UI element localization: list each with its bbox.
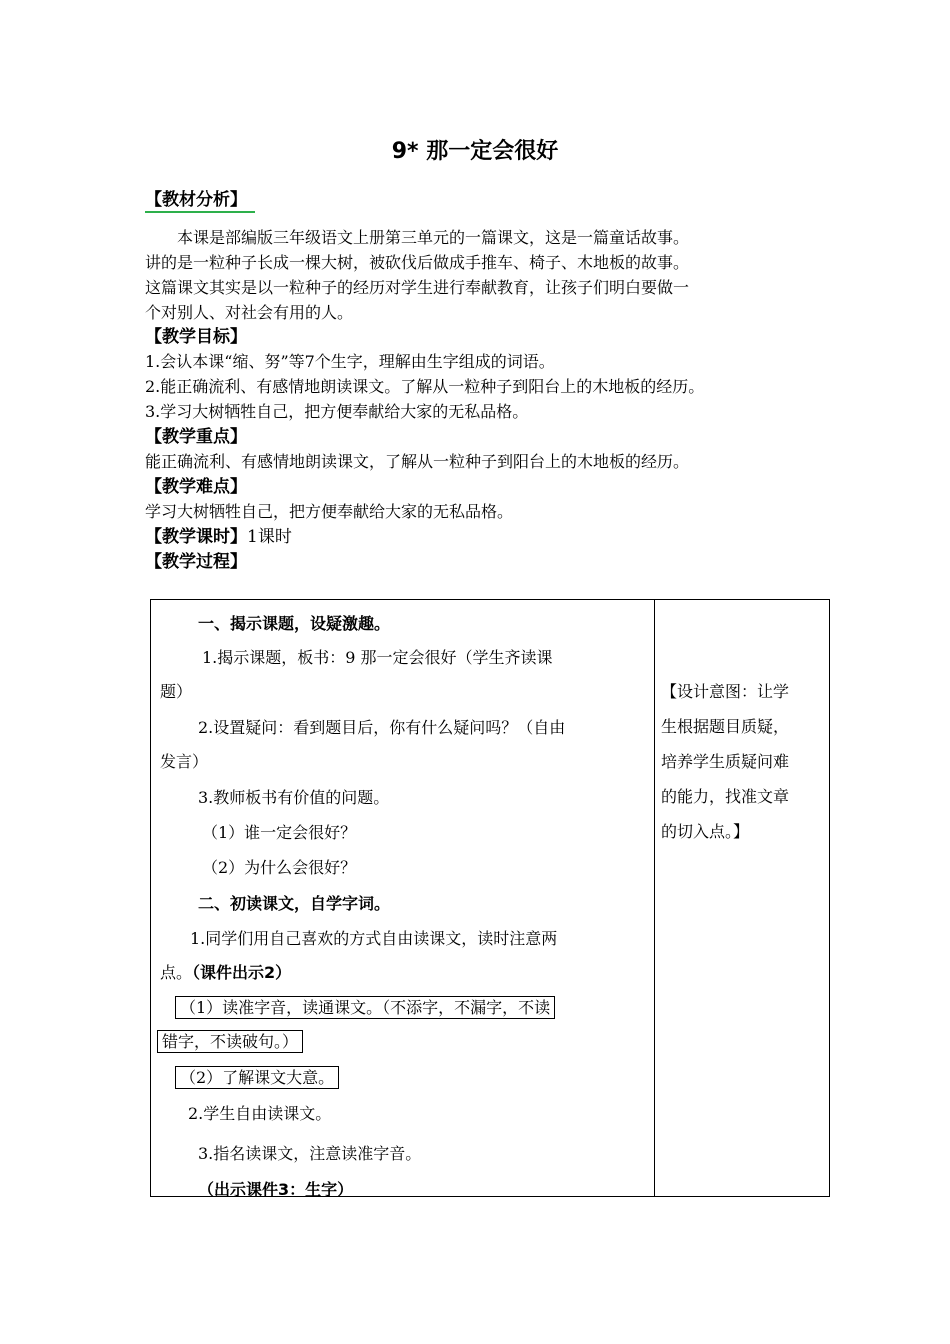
read2: 2.学生自由读课文。 [188, 1104, 332, 1123]
analysis-line-1: 本课是部编版三年级语文上册第三单元的一篇课文，这是一篇童话故事。 [177, 228, 690, 247]
read3: 3.指名读课文，注意读准字音。 [198, 1144, 422, 1163]
section1-title: 一、揭示课题，设疑激趣。 [198, 614, 391, 633]
step2-line1: 2.设置疑问：看到题目后，你有什么疑问吗？（自由 [198, 718, 566, 737]
section2-title: 二、初读课文，自学字词。 [198, 894, 391, 913]
step3: 3.教师板书有价值的问题。 [198, 788, 390, 807]
difficulties-text: 学习大树牺牲自己，把方便奉献给大家的无私品格。 [145, 502, 514, 521]
design-note-line-2: 生根据题目质疑， [661, 717, 790, 736]
key-points-text: 能正确流利、有感情地朗读课文，了解从一粒种子到阳台上的木地板的经历。 [145, 452, 690, 471]
question-1: （1）谁一定会很好？ [202, 823, 357, 842]
read1-line2-text: 点。 [160, 963, 193, 982]
table-divider [654, 600, 655, 1196]
hours-value: 1课时 [247, 527, 292, 547]
design-note-line-3: 培养学生质疑问难 [661, 752, 790, 771]
courseware-box-2-text: （2）了解课文大意。 [175, 1066, 339, 1089]
analysis-heading [145, 188, 255, 212]
design-note-line-4: 的能力，找准文章 [661, 787, 790, 806]
lesson-table [150, 599, 830, 1197]
question-2: （2）为什么会很好？ [202, 858, 357, 877]
courseware-box-1-text2: 错字，不读破句。） [157, 1030, 303, 1053]
step1-line2: 题） [160, 682, 193, 701]
courseware2-label: （课件出示2） [192, 963, 292, 982]
design-note-line-1: 【设计意图：让学 [661, 682, 790, 701]
goal-item-3: 3.学习大树牺牲自己，把方便奉献给大家的无私品格。 [145, 402, 529, 421]
key-points-heading: 【教学重点】 [145, 427, 247, 447]
goals-heading: 【教学目标】 [145, 327, 247, 347]
courseware-box-2 [175, 1066, 339, 1090]
hours-row [145, 525, 292, 549]
goal-item-2: 2.能正确流利、有感情地朗读课文。了解从一粒种子到阳台上的木地板的经历。 [145, 377, 705, 396]
page-title: 9* 那一定会很好 [391, 139, 559, 164]
design-note-line-5: 的切入点。】 [661, 822, 750, 841]
read1-line1: 1.同学们用自己喜欢的方式自由读课文，读时注意两 [190, 929, 558, 948]
analysis-line-2: 讲的是一粒种子长成一棵大树，被砍伐后做成手推车、椅子、木地板的故事。 [145, 253, 690, 272]
courseware-box-1-line2 [157, 1030, 303, 1054]
process-heading: 【教学过程】 [145, 552, 247, 572]
step2-line2: 发言） [160, 752, 209, 771]
step1-line1: 1.揭示课题，板书：9 那一定会很好（学生齐读课 [202, 648, 553, 667]
courseware-box-1-text1: （1）读准字音，读通课文。（不添字，不漏字，不读 [175, 996, 555, 1019]
courseware-box-1-line1 [175, 996, 555, 1020]
analysis-heading-text: 【教材分析】 [145, 190, 255, 213]
difficulties-heading: 【教学难点】 [145, 477, 247, 497]
courseware3-label: （出示课件3：生字） [198, 1180, 354, 1199]
analysis-line-4: 个对别人、对社会有用的人。 [145, 303, 354, 322]
read1-line2 [160, 961, 291, 985]
analysis-line-3: 这篇课文其实是以一粒种子的经历对学生进行奉献教育，让孩子们明白要做一 [145, 278, 690, 297]
goal-item-1: 1.会认本课“缩、努”等7个生字，理解由生字组成的词语。 [145, 352, 555, 371]
hours-heading: 【教学课时】 [145, 527, 247, 547]
